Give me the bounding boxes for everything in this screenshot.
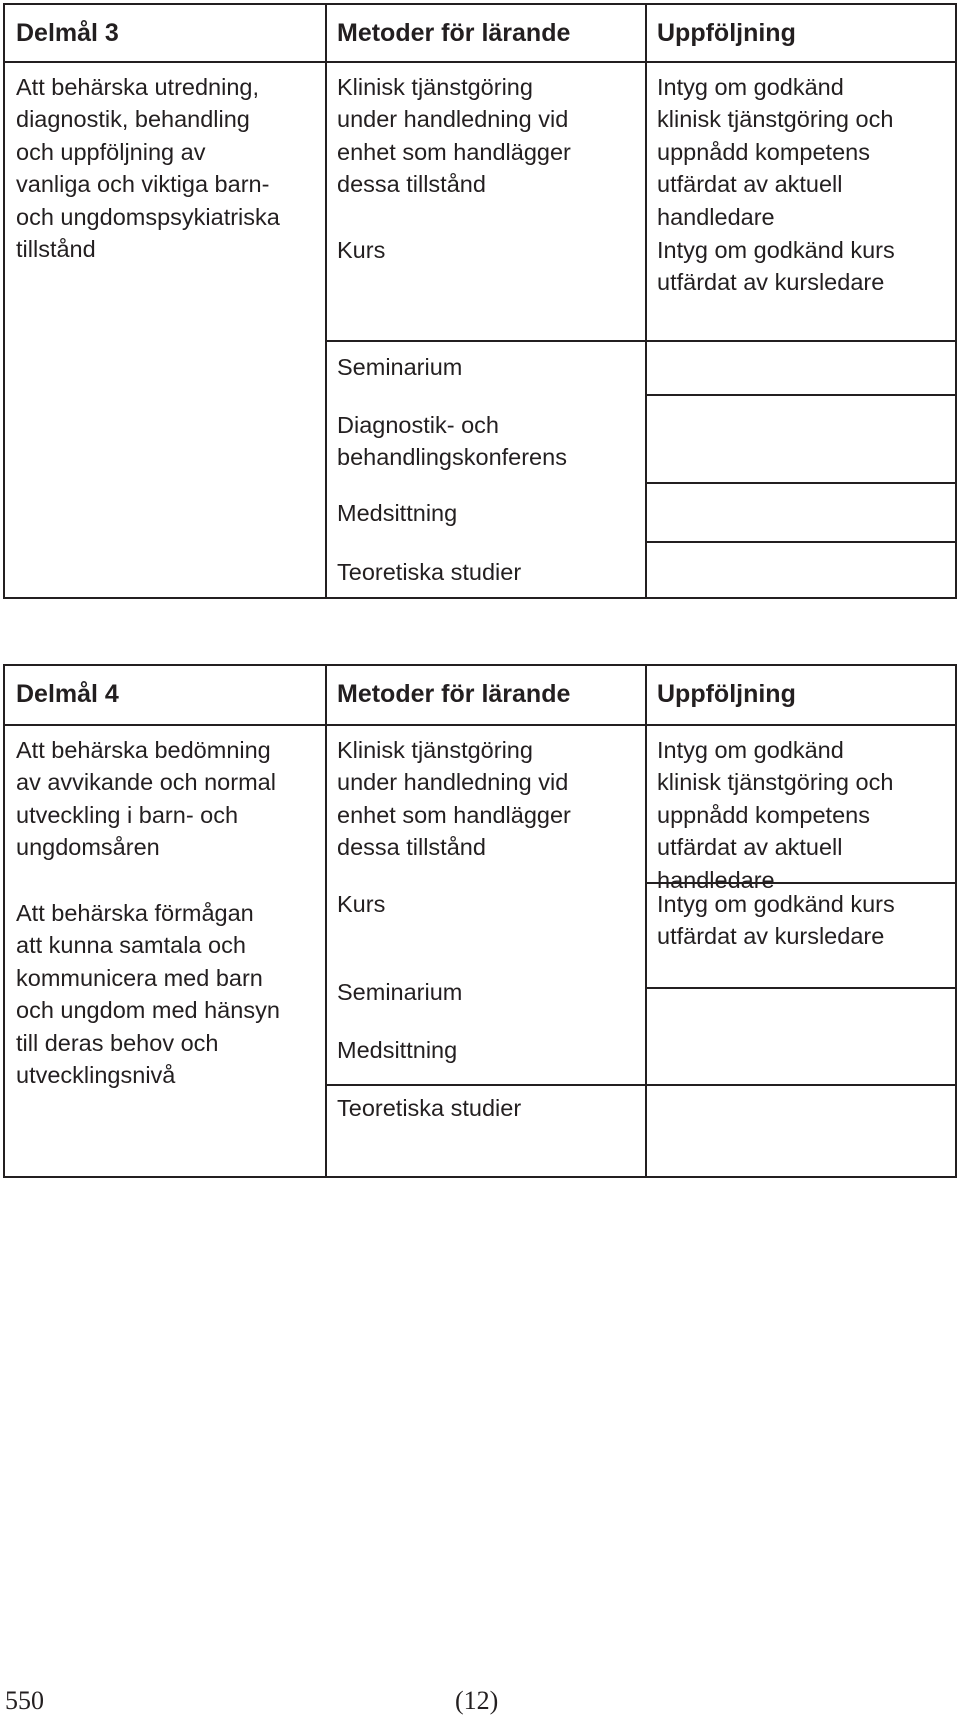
method-item: Kurs — [337, 891, 386, 917]
method-item: Kurs — [337, 237, 386, 263]
goal-text: Att behärska förmågan att kunna samtala och kommunicera med barn och ungdom med hänsyn till deras behov och utvecklingsnivå — [16, 900, 280, 1089]
column-header-methods: Metoder för lärande — [327, 5, 647, 63]
methods-column — [327, 726, 647, 1176]
followup-column — [647, 726, 955, 1176]
row-divider — [647, 340, 955, 342]
method-item: Seminarium — [337, 354, 463, 380]
method-item: Medsittning — [337, 1037, 458, 1063]
followup-item: Intyg om godkänd klinisk tjänstgöring och uppnådd kompetens utfärdat av aktuell handledare — [657, 74, 894, 230]
table-delmal-4 — [3, 664, 957, 1178]
goal-column — [5, 63, 327, 597]
method-item: Medsittning — [337, 500, 458, 526]
followup-item: Intyg om godkänd kurs utfärdat av kursledare — [657, 891, 895, 950]
row-divider — [327, 1084, 645, 1086]
method-item: Teoretiska studier — [337, 559, 522, 585]
followup-item: Intyg om godkänd kurs utfärdat av kursledare — [657, 237, 895, 296]
row-divider — [327, 340, 645, 342]
row-divider — [647, 882, 955, 884]
row-divider — [647, 394, 955, 396]
method-item: Teoretiska studier — [337, 1095, 522, 1121]
row-divider — [647, 541, 955, 543]
goal-column — [5, 726, 327, 1176]
method-item: Klinisk tjänstgöring under handledning vid enhet som handlägger dessa tillstånd — [337, 74, 571, 198]
column-header-goal: Delmål 3 — [5, 5, 327, 63]
issue-number: (12) — [455, 1686, 499, 1715]
column-header-followup: Uppföljning — [647, 666, 955, 726]
column-header-goal: Delmål 4 — [5, 666, 327, 726]
method-item: Diagnostik- och behandlingskonferens — [337, 412, 567, 471]
followup-item: Intyg om godkänd klinisk tjänstgöring och uppnådd kompetens utfärdat av aktuell handledare — [657, 737, 894, 893]
goal-text: Att behärska bedömning av avvikande och normal utveckling i barn- och ungdomsåren — [16, 737, 276, 861]
row-divider — [647, 987, 955, 989]
method-item: Seminarium — [337, 979, 463, 1005]
column-header-followup: Uppföljning — [647, 5, 955, 63]
methods-column — [327, 63, 647, 597]
row-divider — [647, 482, 955, 484]
goal-text: Att behärska utredning, diagnostik, behandling och uppföljning av vanliga och viktiga barn- och ungdomspsykiatriska tillstånd — [16, 74, 280, 263]
method-item: Klinisk tjänstgöring under handledning vid enhet som handlägger dessa tillstånd — [337, 737, 571, 861]
column-header-methods: Metoder för lärande — [327, 666, 647, 726]
page-number: 550 — [5, 1686, 44, 1715]
followup-column — [647, 63, 955, 597]
row-divider — [647, 1084, 955, 1086]
table-delmal-3 — [3, 3, 957, 599]
